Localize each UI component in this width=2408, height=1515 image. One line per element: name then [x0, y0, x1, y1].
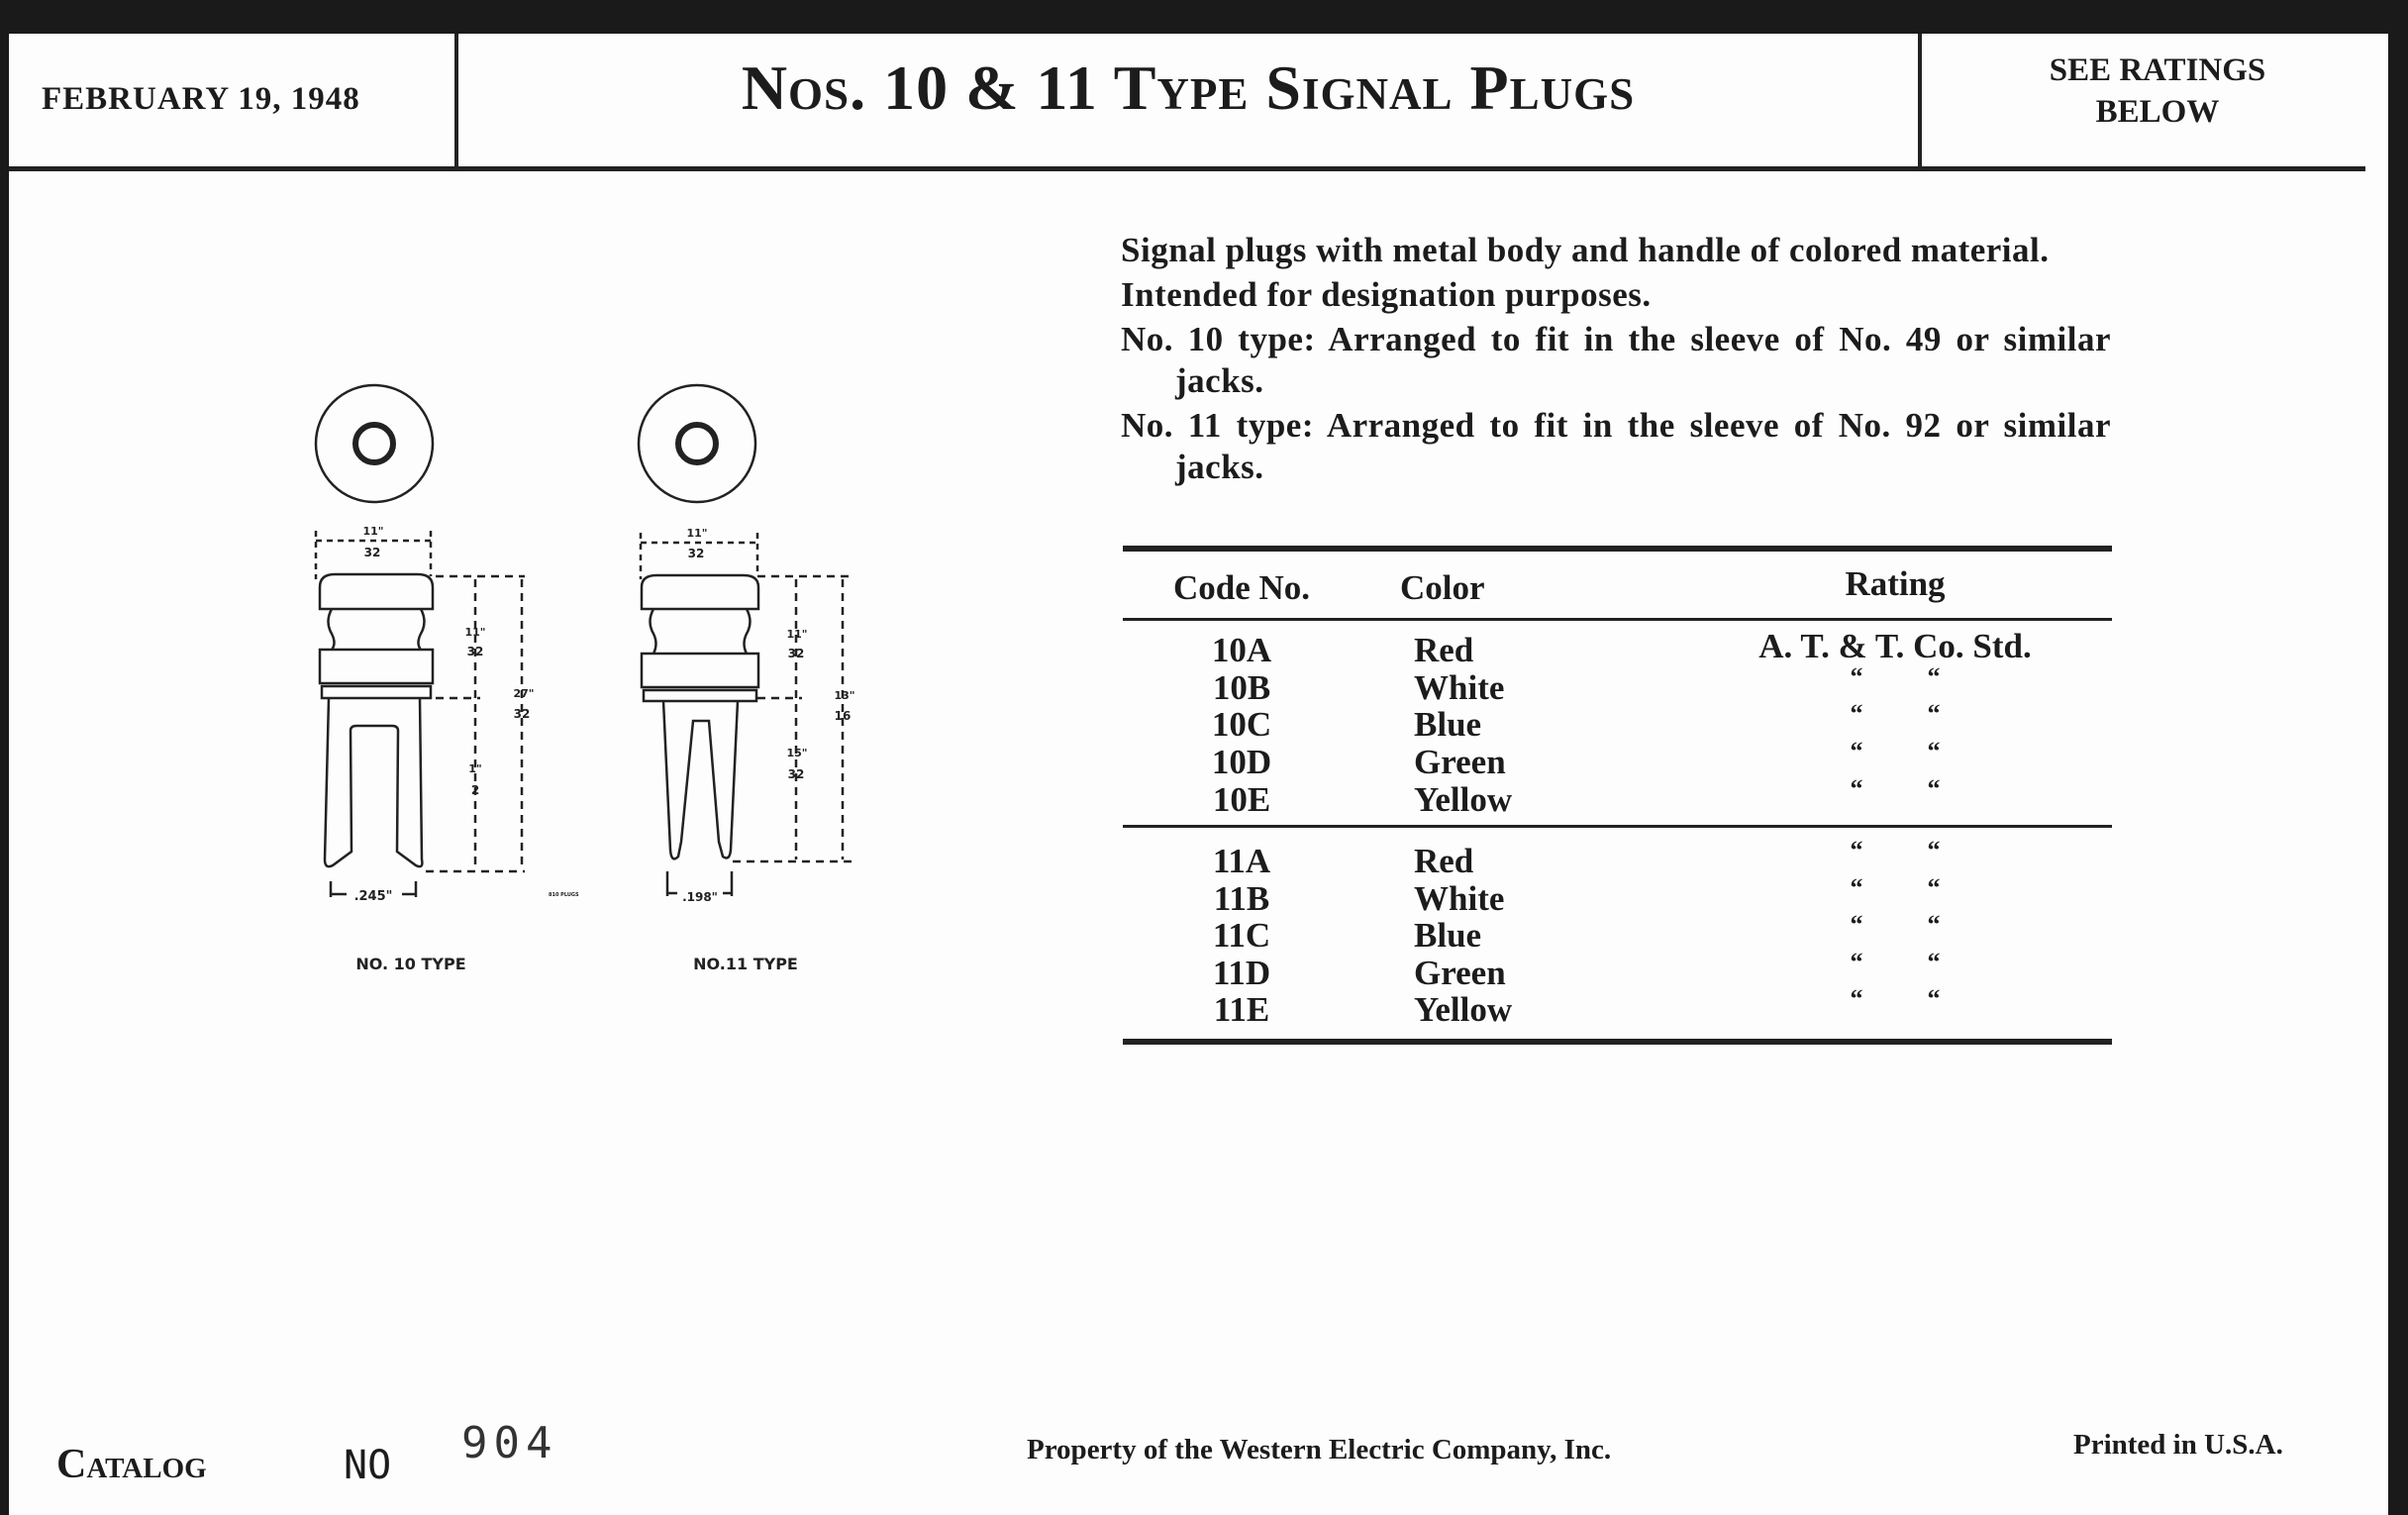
- plug-11-legs: [663, 701, 738, 858]
- color-cell: Green: [1414, 743, 1506, 781]
- color-cell: Blue: [1414, 916, 1482, 955]
- plug-10-legs: [325, 698, 422, 866]
- plug-11-width-num: 11": [686, 527, 708, 540]
- color-cell: Green: [1414, 954, 1506, 992]
- plug-11-head: [642, 575, 758, 701]
- description-line: No. 11 type: Arranged to fit in the sleeve of No. 92 or similar jacks.: [1121, 406, 2111, 486]
- plug-11-total-den: 16: [834, 709, 852, 723]
- property-notice: Property of the Western Electric Company, Inc.: [1027, 1434, 1612, 1465]
- plug-11-label: NO.11 TYPE: [693, 955, 798, 970]
- color-cell: Yellow: [1414, 990, 1513, 1029]
- header-code: Code No.: [1172, 568, 1311, 607]
- plug-10-total-den: 32: [513, 707, 531, 721]
- plug-10-dims: [426, 576, 525, 871]
- description-line: No. 10 type: Arranged to fit in the sleeve of No. 49 or similar jacks.: [1121, 320, 2111, 400]
- plug-10-drawing: [316, 385, 535, 970]
- page-title: Nos. 10 & 11 Type Signal Plugs: [741, 52, 1636, 123]
- header-rating: Rating: [1845, 564, 1946, 603]
- plug-11-top-view-ring: [678, 425, 716, 462]
- plug-11-spread: .198": [682, 890, 718, 904]
- plug-10-head-den: 32: [466, 645, 484, 658]
- rating-cell: “ “: [1850, 910, 1941, 939]
- ratings-note: [1920, 50, 2395, 133]
- plug-10-width-den: 32: [363, 546, 381, 559]
- catalog-label: Catalog: [56, 1442, 207, 1487]
- table-row: [1123, 984, 2112, 1029]
- header-bottom-rule: [9, 166, 2365, 171]
- table-header-rule: [1123, 618, 2112, 621]
- rating-cell: “ “: [1850, 662, 1941, 691]
- ratings-note-line2: BELOW: [2095, 94, 2220, 130]
- plug-11-head-num: 11": [786, 628, 808, 641]
- plug-10-top-view-ring: [355, 425, 393, 462]
- color-cell: White: [1414, 879, 1505, 918]
- plug-11-top-view: [639, 385, 755, 502]
- plug-10-head-num: 11": [464, 626, 486, 639]
- code-cell: 10E: [1212, 780, 1271, 819]
- color-cell: Red: [1414, 842, 1474, 880]
- code-cell: 11A: [1212, 842, 1271, 880]
- rating-cell: “ “: [1850, 699, 1941, 728]
- color-cell: Red: [1414, 631, 1474, 669]
- table-group-rule: [1123, 825, 2112, 828]
- header-color: Color: [1400, 568, 1485, 607]
- rating-cell: “ “: [1850, 948, 1941, 976]
- plug-drawings: [277, 356, 911, 970]
- plug-11-leg-den: 32: [787, 767, 805, 781]
- plug-11-leg-num: 15": [786, 747, 808, 759]
- color-cell: Yellow: [1414, 780, 1513, 819]
- catalog-no-label: NO: [344, 1443, 392, 1488]
- plug-10-total-num: 27": [513, 687, 535, 700]
- table-header-row: [1123, 564, 2112, 607]
- ratings-note-line1: SEE RATINGS: [2049, 52, 2266, 88]
- small-note: 810 PLUGS: [549, 892, 579, 898]
- description: [1121, 230, 2111, 491]
- plug-11-head-den: 32: [787, 647, 805, 660]
- color-cell: White: [1414, 668, 1505, 707]
- rating-cell: “ “: [1850, 774, 1941, 803]
- table-row: [1123, 774, 2112, 819]
- code-cell: 10D: [1211, 743, 1272, 781]
- description-line: Intended for designation purposes.: [1121, 275, 1652, 314]
- plug-10-head: [320, 574, 433, 698]
- plug-10-top-view: [316, 385, 433, 502]
- printed-in: Printed in U.S.A.: [2073, 1429, 2283, 1461]
- code-cell: 11C: [1212, 916, 1271, 955]
- issue-date: FEBRUARY 19, 1948: [42, 81, 360, 117]
- plug-10-leg-den: 2: [470, 783, 480, 797]
- plug-10-label: NO. 10 TYPE: [355, 955, 466, 970]
- plug-10-leg-num: 1": [468, 762, 482, 775]
- table-top-rule: [1123, 546, 2112, 552]
- code-cell: 11B: [1213, 879, 1270, 918]
- rating-cell: “ “: [1850, 737, 1941, 765]
- code-cell: 10B: [1212, 668, 1271, 707]
- plug-10-width-num: 11": [362, 525, 384, 538]
- rating-cell: “ “: [1850, 984, 1941, 1013]
- plug-11-drawing: [639, 385, 855, 970]
- plug-11-total-num: 13": [834, 689, 855, 702]
- color-cell: Blue: [1414, 705, 1482, 744]
- plug-10-spread: .245": [353, 889, 393, 904]
- description-line: Signal plugs with metal body and handle of colored material.: [1121, 231, 2050, 269]
- code-cell: 10C: [1211, 705, 1272, 744]
- code-cell: 10A: [1211, 631, 1272, 669]
- code-cell: 11D: [1212, 954, 1271, 992]
- catalog-number: 904: [461, 1418, 558, 1468]
- rating-cell: “ “: [1850, 836, 1941, 864]
- rating-cell: “ “: [1850, 873, 1941, 902]
- table-bottom-rule: [1123, 1039, 2112, 1045]
- plug-11-width-den: 32: [687, 547, 705, 560]
- rating-cell: A. T. & T. Co. Std.: [1758, 627, 2032, 665]
- code-cell: 11E: [1213, 990, 1270, 1029]
